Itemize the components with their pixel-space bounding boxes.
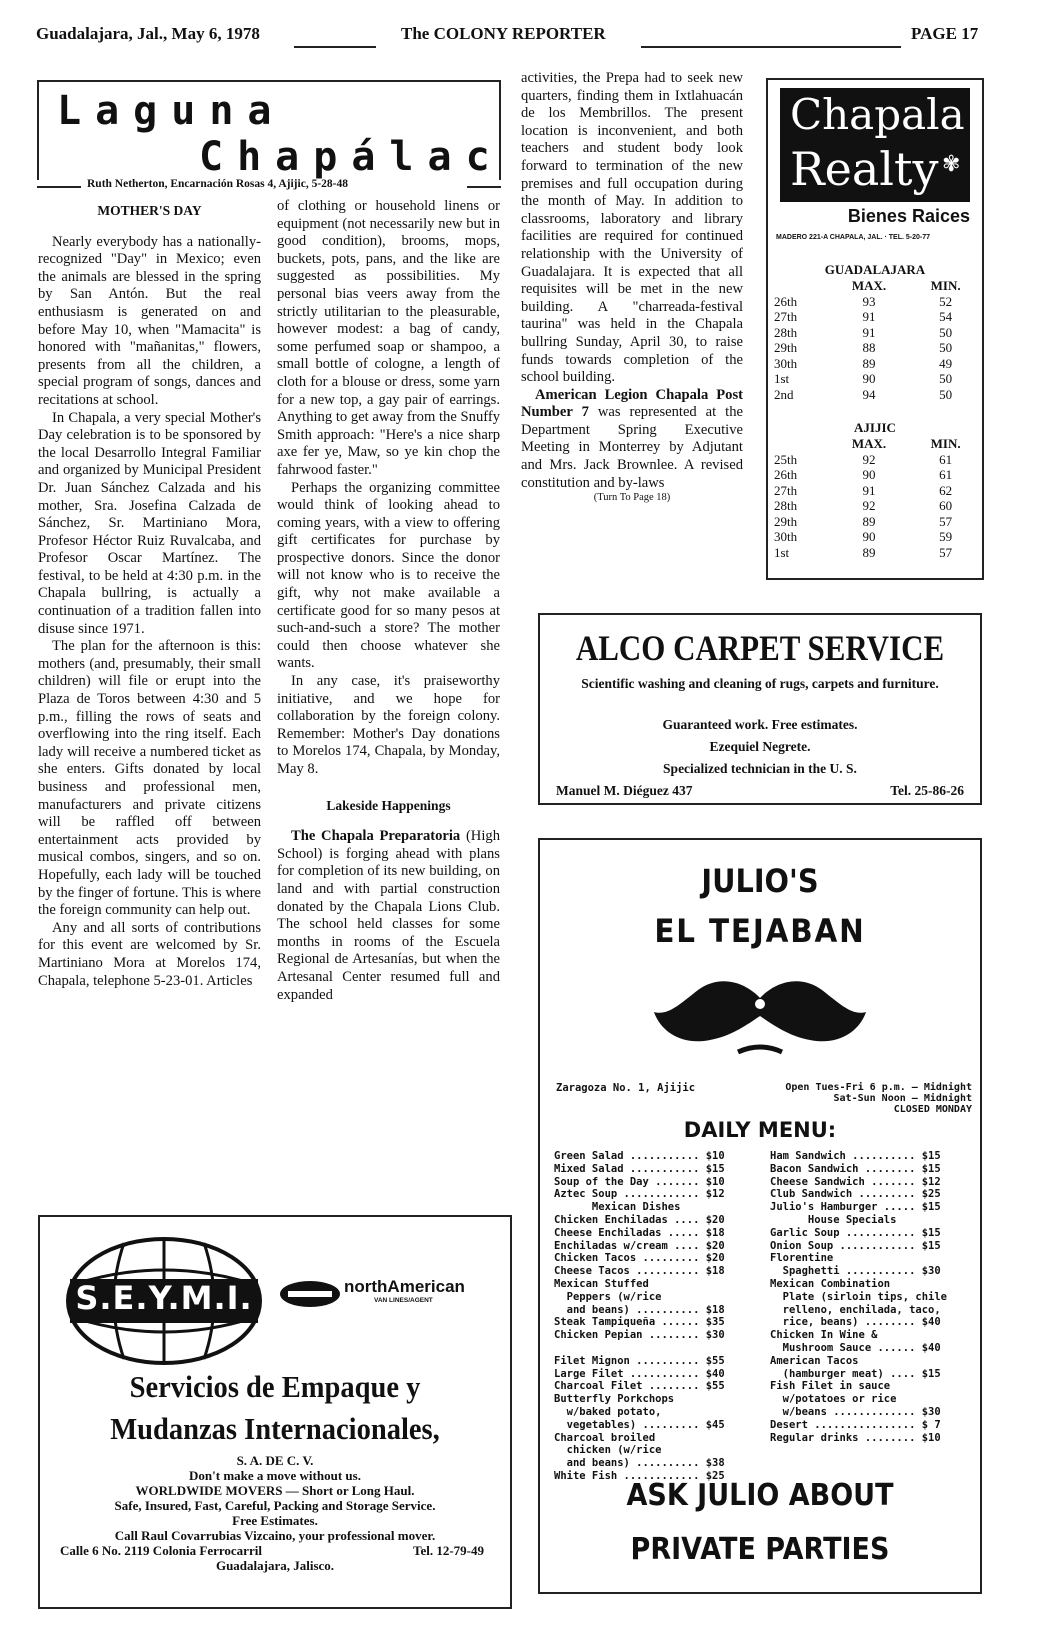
menu-item: Peppers (w/rice <box>554 1290 662 1303</box>
menu-item: Steak Tampiqueña ...... $35 <box>554 1316 725 1329</box>
menu-item: relleno, enchilada, taco, <box>770 1303 941 1316</box>
julios-footer1: ASK JULIO ABOUT <box>626 1478 894 1513</box>
julios-menu-left <box>554 1150 764 1483</box>
header-rule <box>641 46 901 48</box>
weather-row <box>768 340 982 356</box>
menu-item: and beans) .......... $38 <box>554 1457 725 1470</box>
seymi-line: Don't make a move without us. <box>189 1468 361 1483</box>
alco-line1: Scientific washing and cleaning of rugs, carpets and furniture. <box>581 676 939 691</box>
weather-cell: 1st <box>774 544 790 560</box>
realty-tagline: Bienes Raices <box>847 206 970 226</box>
weather-cell: 52 <box>939 293 953 309</box>
menu-item: Bacon Sandwich ........ $15 <box>770 1162 941 1175</box>
weather-cell: 1st <box>774 371 790 386</box>
seymi-address: Calle 6 No. 2119 Colonia Ferrocarril <box>60 1543 262 1558</box>
mothers-day-paragraph: The plan for the afternoon is this: mothers (and, presumably, their small children) will file or erupt into the Plaza de Toros between 4:30 and 5 p.m., filling the rows of seats and overflowing into the ring itself. Each lady will receive a numbered ticket as she enters. Gifts donated by local business and professional men, manufacturers and private citizens will be raffled off between entertainment acts provided by musical combos, singers, and so on. Hopefully, each lady will be touched by the finger of fortune. This is where the foreign community can help out. <box>38 638 261 919</box>
menu-item: Plate (sirloin tips, chile <box>770 1290 948 1303</box>
alco-title: ALCO CARPET SERVICE <box>575 628 945 668</box>
menu-item: Garlic Soup ........... $15 <box>770 1226 941 1239</box>
weather-cell: 29th <box>774 340 798 355</box>
weather-row <box>768 387 982 403</box>
julios-footer2: PRIVATE PARTIES <box>630 1532 890 1567</box>
weather-cell: 50 <box>939 324 953 340</box>
menu-item: Aztec Soup ............ $12 <box>554 1188 725 1201</box>
menu-item: Mexican Stuffed <box>554 1277 649 1290</box>
weather-cell: 90 <box>862 467 876 482</box>
menu-item: Fish Filet in sauce <box>770 1380 891 1393</box>
menu-item: Filet Mignon .......... $55 <box>554 1354 725 1367</box>
menu-item: w/beans ............. $30 <box>770 1405 941 1418</box>
article-column-2 <box>277 198 500 1004</box>
north-american-logo-icon <box>278 1279 342 1309</box>
alco-line3: Ezequiel Negrete. <box>709 739 811 754</box>
legion-paragraph: was represented at the Department Spring Executive Meeting in Monterrey by Adjutant and Mrs. Jack Brownlee. A revised constitution and by-laws <box>521 404 743 491</box>
weather-cell: 28th <box>774 324 798 340</box>
weather-cell: 28th <box>774 498 798 513</box>
menu-item: American Tacos <box>770 1354 859 1367</box>
seymi-line: Safe, Insured, Fast, Careful, Packing and Storage Service. <box>114 1498 436 1513</box>
weather-row <box>768 325 982 341</box>
menu-item: Butterfly Porkchops <box>554 1393 675 1406</box>
menu-item: House Specials <box>770 1213 897 1226</box>
menu-item: Onion Soup ............ $15 <box>770 1239 941 1252</box>
weather-cell: 50 <box>939 340 953 355</box>
prepa-lead: The Chapala Preparatoria <box>291 828 461 845</box>
weather-cell: 61 <box>939 451 953 467</box>
julios-address: Zaragoza No. 1, Ajijic <box>556 1082 696 1094</box>
weather-row <box>768 294 982 310</box>
weather-row <box>768 371 982 387</box>
weather-cell: 62 <box>939 482 953 498</box>
weather-cell: 26th <box>774 467 798 482</box>
mothers-day-paragraph: Perhaps the organizing committee would think of looking ahead to coming years, with a view to offering gift certificates for purchase by prospective donors. Since the donor will not know who is to receive the gift, why not make available a certificate good for so many pesos at such-and-such a store? The mother could then choose whatever she wants. <box>277 479 500 672</box>
weather-cell: 61 <box>939 467 953 482</box>
prepa-continued: activities, the Prepa had to seek new quarters, finding them in Ixtlahuacán de los Membrillos. The present location is inconvenient, and both teachers and student body look forward to termination of the new premises and full occupation during the month of May. In addition to classrooms, laboratory and library facilities are required for continued relationship with the University of Guadalajara. It is expected that all requisites will be met in the new building. A "charreada-festival taurina" was held in the Chapala bullring Sunday, April 30, to raise funds towards completion of the school building. <box>521 70 743 386</box>
menu-item: Chicken Tacos ......... $20 <box>554 1252 725 1265</box>
weather-cell: 27th <box>774 482 798 498</box>
weather-cell: 25th <box>774 451 798 467</box>
weather-cell: MAX. <box>851 436 887 451</box>
weather-cell: 89 <box>862 513 876 529</box>
menu-item: and beans) .......... $18 <box>554 1303 725 1316</box>
weather-cell: 94 <box>862 386 876 402</box>
chapala-realty-logo <box>780 88 970 202</box>
menu-item: Spaghetti ........... $30 <box>770 1265 941 1278</box>
alco-address: Manuel M. Diéguez 437 <box>556 783 693 798</box>
menu-item: (hamburger meat) .... $15 <box>770 1367 941 1380</box>
weather-cell: 90 <box>862 529 876 544</box>
flower-icon: ✾ <box>942 152 961 177</box>
weather-cell: 93 <box>862 293 876 309</box>
weather-cell: 30th <box>774 529 798 544</box>
header-page-number: PAGE 17 <box>911 24 979 43</box>
mothers-day-paragraph: of clothing or household linens or equipment (not necessarily new but in good condition), brooms, mops, buckets, pots, pans, and the like are suggested as possibilities. My personal bias veers away from the strictly utilitarian to the pleasurable, however modest: a bag of candy, some perfumed soap or shampoo, a small bottle of cologne, a length of cloth for a blouse or dress, some yarn for a new top, a gay pair of earrings. Anything to get away from the Snuffy Smith approach: "Here's a nice sharp axe fer ye, Maw, so ye kin chop the fahrwood faster." <box>277 198 500 478</box>
menu-item: Cheese Tacos .......... $18 <box>554 1265 725 1278</box>
weather-cell: 50 <box>939 386 953 402</box>
menu-item: w/potatoes or rice <box>770 1393 897 1406</box>
weather-cell: 59 <box>939 529 953 544</box>
weather-cell: 91 <box>862 309 876 324</box>
seymi-logo-text: S.E.Y.M.I. <box>75 1279 253 1317</box>
column-title-box <box>37 80 504 180</box>
julios-hours-line: Sat-Sun Noon — Midnight <box>833 1093 972 1104</box>
menu-item: Charcoal Filet ........ $55 <box>554 1380 725 1393</box>
seymi-address-row <box>40 1543 510 1558</box>
weather-row <box>768 514 982 530</box>
julios-title1: JULIO'S <box>701 862 819 900</box>
julios-hours-line: Open Tues-Fri 6 p.m. — Midnight <box>785 1082 972 1093</box>
julios-restaurant-ad <box>538 838 982 1594</box>
header-masthead: The COLONY REPORTER <box>401 24 606 43</box>
menu-item: Desert ................ $ 7 <box>770 1418 941 1431</box>
page-header <box>36 22 1021 48</box>
menu-item <box>554 1342 764 1355</box>
menu-item: Florentine <box>770 1252 834 1265</box>
menu-item: Chicken Pepian ........ $30 <box>554 1329 725 1342</box>
column-title-line1: Laguna <box>57 88 286 134</box>
julios-hours <box>760 1082 972 1115</box>
realty-logo-line2: Realty <box>790 142 939 196</box>
weather-row <box>768 498 982 514</box>
header-dateline: Guadalajara, Jal., May 6, 1978 <box>36 24 260 43</box>
weather-cell: 91 <box>862 482 876 498</box>
julios-menu-title: DAILY MENU: <box>683 1118 837 1142</box>
weather-header-row <box>768 436 982 452</box>
menu-item: Chicken In Wine & <box>770 1329 878 1342</box>
weather-cell: 89 <box>862 355 876 371</box>
column-byline: Ruth Netherton, Encarnación Rosas 4, Ajijic, 5-28-48 <box>87 178 348 190</box>
seymi-moving-ad <box>38 1215 512 1609</box>
realty-logo-line1: Chapala <box>790 90 965 139</box>
column-title-line2: Chapálac <box>199 134 504 180</box>
weather-ajijic-table <box>768 436 982 560</box>
weather-row <box>768 309 982 325</box>
weather-cell: 57 <box>939 513 953 529</box>
byline-rule <box>467 186 501 188</box>
menu-item: Cheese Sandwich ....... $12 <box>770 1175 941 1188</box>
julios-menu-right <box>770 1150 976 1444</box>
julios-hours-line: CLOSED MONDAY <box>893 1104 972 1115</box>
menu-item: Mushroom Sauce ...... $40 <box>770 1341 941 1354</box>
menu-item: Chicken Enchiladas .... $20 <box>554 1213 725 1226</box>
weather-row <box>768 467 982 483</box>
menu-item: Regular drinks ........ $10 <box>770 1431 941 1444</box>
weather-guadalajara-title: GUADALAJARA <box>824 262 926 277</box>
weather-cell: MAX. <box>851 278 887 293</box>
partner-name: northAmerican <box>344 1277 465 1296</box>
alco-carpet-ad <box>538 613 982 805</box>
weather-cell: 57 <box>939 544 953 560</box>
mothers-day-heading: MOTHER'S DAY <box>97 203 202 218</box>
weather-row <box>768 452 982 468</box>
realty-address: MADERO 221-A CHAPALA, JAL. · TEL. 5-20-77 <box>776 234 931 241</box>
weather-cell: 26th <box>774 293 798 309</box>
menu-item: Mexican Combination <box>770 1277 891 1290</box>
mothers-day-paragraph: Any and all sorts of contributions for this event are welcomed by Sr. Martiniano Mora at Morelos 174, Chapala, telephone 5-23-01. Articles <box>38 919 261 989</box>
alco-line4: Specialized technician in the U. S. <box>663 761 857 776</box>
partner-sub: VAN LINES/AGENT <box>374 1297 433 1304</box>
weather-guadalajara-table <box>768 278 982 402</box>
byline-row <box>37 178 501 192</box>
mothers-day-paragraph: In any case, it's praiseworthy initiative, and we hope for collaboration by the foreign colony. Remember: Mother's Day donations to Morelos 174, Chapala, by Monday, May 8. <box>277 673 500 777</box>
mustache-icon <box>650 968 870 1064</box>
article-column-1 <box>38 196 261 990</box>
lakeside-heading: Lakeside Happenings <box>326 797 451 813</box>
menu-item: Green Salad ........... $10 <box>554 1150 725 1162</box>
menu-item: Charcoal broiled <box>554 1431 656 1444</box>
prepa-paragraph: (High School) is forging ahead with plans for completion of its new building, on land and with partial construction donated by the Chapala Lions Club. The school held classes for some months in rooms of the Escuela Regional de Artesanías, but when the Artesanal Center resumed full and expanded <box>277 828 500 1003</box>
weather-cell: 60 <box>939 498 953 513</box>
menu-item: Enchiladas w/cream .... $20 <box>554 1239 725 1252</box>
mothers-day-paragraph: In Chapala, a very special Mother's Day celebration is to be sponsored by the local Desarrollo Integral Familiar and organized by Municipal President Dr. Juan Sánchez Calzada and his mother, Sra. Josefina Calzada de Sánchez, Sr. Martiniano Mora, Profesor Héctor Ruiz Ruvalcaba, and Profesor Oscar Martínez. The festival, to be held at 4:30 p.m. in the Chapala bullring, is actually a continuation of a tradition fallen into disuse since 1971. <box>38 409 261 637</box>
menu-item: vegetables) ......... $45 <box>554 1418 725 1431</box>
weather-row <box>768 529 982 545</box>
weather-ajijic-title: AJIJIC <box>854 420 896 435</box>
weather-row <box>768 545 982 561</box>
realty-weather-box <box>766 78 984 580</box>
alco-tel: Tel. 25-86-26 <box>890 783 964 798</box>
weather-cell: MIN. <box>930 436 961 451</box>
menu-item: White Fish ............ $25 <box>554 1469 725 1482</box>
seymi-line: Free Estimates. <box>232 1513 318 1528</box>
seymi-title-line1: Servicios de Empaque y <box>129 1369 421 1404</box>
weather-cell: 50 <box>939 371 953 386</box>
menu-item: Ham Sandwich .......... $15 <box>770 1150 941 1162</box>
weather-cell: 29th <box>774 513 798 529</box>
seymi-city: Guadalajara, Jalisco. <box>215 1558 335 1573</box>
julios-title2: EL TEJABAN <box>654 912 866 950</box>
seymi-details <box>40 1453 510 1573</box>
weather-cell: 92 <box>862 451 876 467</box>
weather-cell: 49 <box>939 355 953 371</box>
weather-cell: 89 <box>862 544 876 560</box>
weather-cell: 88 <box>862 340 876 355</box>
weather-cell: 27th <box>774 309 798 324</box>
jump-line: (Turn To Page 18) <box>593 492 671 504</box>
legion-lead: American Legion Chapala Post Number 7 <box>521 386 743 421</box>
weather-cell: 30th <box>774 355 798 371</box>
menu-item: Mexican Dishes <box>554 1201 681 1214</box>
weather-cell: 2nd <box>774 386 794 402</box>
alco-line2: Guaranteed work. Free estimates. <box>662 717 858 732</box>
header-rule <box>294 46 376 48</box>
menu-item: chicken (w/rice <box>554 1444 662 1457</box>
weather-cell: MIN. <box>930 278 961 293</box>
seymi-company: S. A. DE C. V. <box>236 1453 314 1468</box>
weather-cell: 91 <box>862 324 876 340</box>
seymi-tel: Tel. 12-79-49 <box>412 1543 484 1558</box>
weather-row <box>768 356 982 372</box>
weather-cell: 92 <box>862 498 876 513</box>
menu-item: w/baked potato, <box>554 1405 662 1418</box>
menu-item: Large Filet ........... $40 <box>554 1367 725 1380</box>
mothers-day-paragraph: Nearly everybody has a nationally-recognized "Day" in Mexico; even the animals are blessed in the spring by San Antón. But the real enthusiasm is generated on and before May 10, when "Mamacita" is honored with "mañanitas," flowers, presents from all the children, a special program of songs, dances and recitations at school. <box>38 233 261 408</box>
menu-item: Mixed Salad ........... $15 <box>554 1162 725 1175</box>
menu-item: Soup of the Day ....... $10 <box>554 1175 725 1188</box>
weather-header-row <box>768 278 982 294</box>
article-column-3 <box>521 70 743 504</box>
menu-item: Club Sandwich ......... $25 <box>770 1188 941 1201</box>
seymi-line: WORLDWIDE MOVERS — Short or Long Haul. <box>135 1483 415 1498</box>
byline-rule <box>37 186 81 188</box>
weather-cell: 90 <box>862 371 876 386</box>
seymi-line: Call Raul Covarrubias Vizcaino, your professional mover. <box>114 1528 436 1543</box>
menu-item: Julio's Hamburger ..... $15 <box>770 1201 941 1214</box>
weather-row <box>768 483 982 499</box>
weather-cell: 54 <box>939 309 953 324</box>
seymi-title-line2: Mudanzas Internacionales, <box>110 1411 440 1446</box>
menu-item: Cheese Enchiladas ..... $18 <box>554 1226 725 1239</box>
menu-item: rice, beans) ........ $40 <box>770 1316 941 1329</box>
